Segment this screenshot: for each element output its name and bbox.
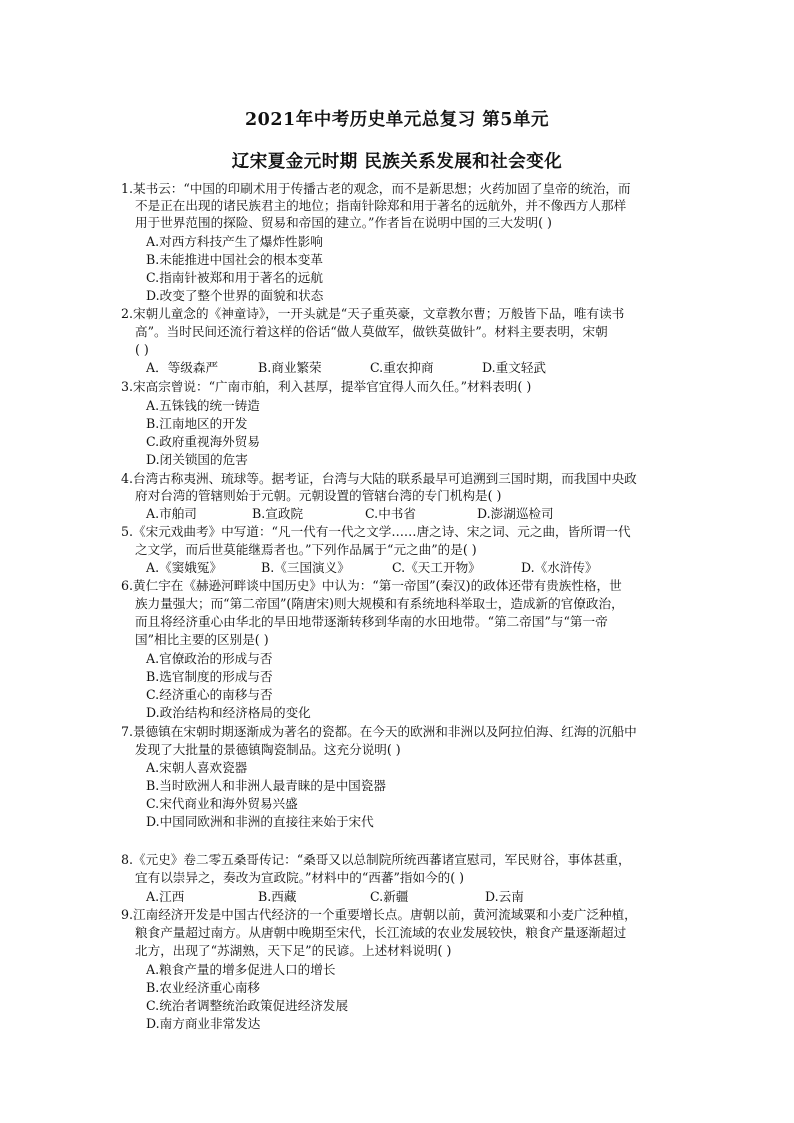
option-a: A.江西	[146, 889, 185, 904]
page-subtitle: 辽宋夏金元时期 民族关系发展和社会变化	[231, 152, 563, 172]
option-d: D.中国同欧洲和非洲的直接往来始于宋代	[146, 814, 374, 829]
option-c: C.经济重心的南移与否	[146, 687, 273, 702]
question-text: 6.黄仁宇在《赫逊河畔谈中国历史》中认为：“第一帝国”(秦汉)的政体还带有贵族性格，世	[121, 578, 622, 593]
option-b: B.《三国演义》	[261, 560, 350, 575]
question-text: 2.宋朝儿童念的《神童诗》，一开头就是“天子重英豪，文章教尔曹；万般皆下品，唯有读书	[121, 306, 625, 321]
question-text: 1.某书云：“中国的印刷术用于传播古老的观念，而不是新思想；火药加固了皇帝的统治，而	[121, 181, 631, 196]
question-text: 高”。当时民间还流行着这样的俗话“做人莫做军，做铁莫做针”。材料主要表明，宋朝	[135, 324, 608, 339]
question-text: 3.宋高宗曾说：“广南市舶，利入甚厚，提举官宜得人而久任。”材料表明( )	[121, 379, 532, 394]
option-c: C.统治者调整统治政策促进经济发展	[146, 998, 349, 1013]
option-d: D.改变了整个世界的面貌和状态	[146, 288, 324, 303]
option-d: D.《水浒传》	[521, 560, 598, 575]
option-b: B.西藏	[258, 889, 297, 904]
question-text: 族力量强大；而“第二帝国”(隋唐宋)则大规模和有系统地科举取士，造成新的官僚政治，	[135, 596, 624, 611]
question-text: 9.江南经济开发是中国古代经济的一个重要增长点。唐朝以前，黄河流域粟和小麦广泛种植，	[121, 907, 637, 922]
question-text: 发现了大批量的景德镇陶瓷制品。这充分说明( )	[135, 742, 401, 757]
question-text: ( )	[135, 342, 149, 357]
option-d: D.南方商业非常发达	[146, 1016, 261, 1031]
option-c: C.重农抑商	[370, 360, 434, 375]
question-text: 之文学，而后世莫能继焉者也。”下列作品属于“元之曲”的是( )	[135, 542, 477, 557]
option-c: C.政府重视海外贸易	[146, 434, 260, 449]
question-text: 不是正在出现的诸民族君主的地位；指南针除郑和用于著名的远航外，并不像西方人那样	[135, 198, 627, 213]
question-text: 粮食产量超过南方。从唐朝中晚期至宋代，长江流域的农业发展较快，粮食产量逐渐超过	[135, 925, 627, 940]
option-a: A.官僚政治的形成与否	[146, 651, 273, 666]
option-a: A.《窦娥冤》	[146, 560, 223, 575]
page-title: 2021年中考历史单元总复习 第5单元	[245, 110, 549, 130]
option-a: A.粮食产量的增多促进人口的增长	[146, 962, 336, 977]
option-b: B.选官制度的形成与否	[146, 669, 273, 684]
option-b: B.江南地区的开发	[146, 416, 248, 431]
option-a: A.宋朝人喜欢瓷器	[146, 760, 248, 775]
question-text: 8.《元史》卷二零五桑哥传记：“桑哥又以总制院所统西蕃诸宣慰司，军民财谷，事体甚重，	[121, 852, 631, 867]
option-d: D.澎湖巡检司	[477, 506, 554, 521]
question-text: 北方，出现了“苏湖熟，天下足”的民谚。上述材料说明( )	[135, 943, 452, 958]
option-a: A．等级森严	[146, 360, 219, 375]
option-a: A.五铢钱的统一铸造	[146, 398, 260, 413]
option-c: C.新疆	[370, 889, 409, 904]
option-a: A.市舶司	[146, 506, 197, 521]
option-d: D.云南	[485, 889, 524, 904]
option-d: D.重文轻武	[482, 360, 547, 375]
question-text: 用于世界范围的探险、贸易和帝国的建立。”作者旨在说明中国的三大发明( )	[135, 215, 552, 230]
option-b: B.未能推进中国社会的根本变革	[146, 252, 323, 267]
question-text: 而且将经济重心由华北的旱田地带逐渐转移到华南的水田地带。“第二帝国”与“第一帝	[135, 614, 608, 629]
question-text: 5.《宋元戏曲考》中写道：“凡一代有一代之文学……唐之诗、宋之词、元之曲，皆所谓一代	[121, 524, 631, 539]
question-text: 府对台湾的管辖则始于元朝。元朝设置的管辖台湾的专门机构是( )	[135, 488, 502, 503]
option-c: C.《天工开物》	[392, 560, 481, 575]
option-c: C.中书省	[365, 506, 416, 521]
question-text: 国”相比主要的区别是( )	[135, 632, 269, 647]
question-text: 7.景德镇在宋朝时期逐渐成为著名的瓷都。在今天的欧洲和非洲以及阿拉伯海、红海的沉船中	[121, 724, 637, 739]
option-b: B.宣政院	[252, 506, 304, 521]
option-d: D.政治结构和经济格局的变化	[146, 705, 311, 720]
option-a: A.对西方科技产生了爆炸性影响	[146, 234, 323, 249]
option-b: B.当时欧洲人和非洲人最青睐的是中国瓷器	[146, 778, 386, 793]
option-d: D.闭关锁国的危害	[146, 452, 248, 467]
option-c: C.宋代商业和海外贸易兴盛	[146, 796, 298, 811]
option-b: B.农业经济重心南移	[146, 980, 261, 995]
question-text: 4.台湾古称夷洲、琉球等。据考证，台湾与大陆的联系最早可追溯到三国时期，而我国中央政	[121, 471, 637, 486]
question-text: 宜有以崇异之，奏改为宣政院。”材料中的“西蕃”指如今的( )	[135, 870, 465, 885]
option-c: C.指南针被郑和用于著名的远航	[146, 270, 323, 285]
option-b: B.商业繁荣	[258, 360, 322, 375]
